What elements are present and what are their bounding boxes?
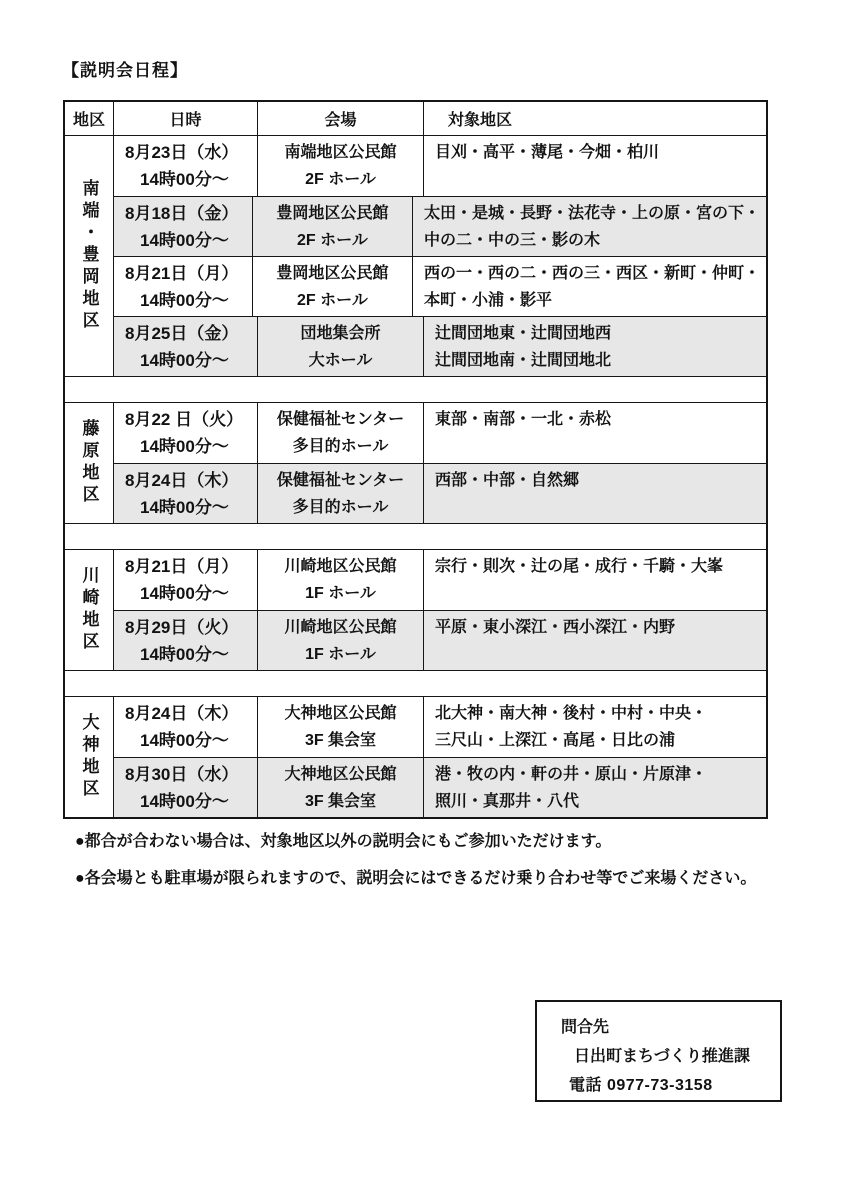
venue-cell <box>258 403 424 463</box>
venue-cell <box>258 611 424 670</box>
section-ogami <box>65 697 766 817</box>
date-text: 8月18日（金） <box>125 204 239 223</box>
footnotes <box>75 831 756 905</box>
target-line: 東部・南部・一北・赤松 <box>435 411 612 428</box>
datetime-cell <box>114 611 258 670</box>
venue-name: 豊岡地区公民館 <box>276 265 389 282</box>
date-text: 8月21日（月） <box>125 557 239 576</box>
time-text: 14時00分～ <box>140 231 229 250</box>
venue-room: 2F ホール <box>305 171 376 188</box>
target-line <box>435 166 760 193</box>
target-cell <box>413 197 766 256</box>
time-text: 14時00分～ <box>140 170 229 189</box>
district-cell <box>65 550 114 670</box>
target-line: 平原・東小深江・西小深江・内野 <box>435 619 676 636</box>
section-kawasaki <box>65 550 766 670</box>
target-cell <box>424 403 766 463</box>
section-fujiwara <box>65 403 766 523</box>
contact-label: 問合先 <box>561 1019 610 1036</box>
target-line: 本町・小浦・影平 <box>423 292 552 309</box>
date-text: 8月23日（水） <box>125 143 239 162</box>
venue-cell <box>258 464 424 523</box>
datetime-cell <box>114 464 258 523</box>
venue-name: 川崎地区公民館 <box>284 619 397 636</box>
district-label: 川崎地区 <box>79 566 99 654</box>
target-line <box>435 580 760 607</box>
target-line <box>435 641 760 668</box>
venue-room: 2F ホール <box>297 232 368 249</box>
target-line: 中の二・中の三・影の木 <box>423 232 600 249</box>
table-row <box>114 610 766 670</box>
table-header-row <box>65 102 766 136</box>
datetime-cell <box>114 136 258 196</box>
target-line <box>435 494 760 521</box>
venue-name: 団地集会所 <box>300 325 381 342</box>
target-cell <box>424 697 766 757</box>
target-line: 宗行・則次・辻の尾・成行・千騎・大峯 <box>435 558 724 575</box>
datetime-cell <box>114 758 258 817</box>
section-spacer <box>65 670 766 697</box>
venue-cell <box>253 257 413 316</box>
time-text: 14時00分～ <box>140 498 229 517</box>
section-rows <box>114 550 766 670</box>
header-datetime: 日時 <box>114 102 258 135</box>
venue-room: 多目的ホール <box>292 438 389 455</box>
venue-room: 多目的ホール <box>292 499 389 516</box>
district-label: 南端・豊岡地区 <box>79 179 99 333</box>
table-row <box>114 316 766 376</box>
time-text: 14時00分～ <box>140 351 229 370</box>
datetime-cell <box>114 697 258 757</box>
target-line: 北大神・南大神・後村・中村・中央・ <box>435 705 708 722</box>
time-text: 14時00分～ <box>140 731 229 750</box>
target-line: 西部・中部・自然郷 <box>435 472 580 489</box>
target-line <box>435 433 760 460</box>
venue-name: 保健福祉センター <box>276 472 405 489</box>
venue-cell <box>258 136 424 196</box>
venue-name: 保健福祉センター <box>276 411 405 428</box>
datetime-cell <box>114 317 258 376</box>
venue-room: 1F ホール <box>305 585 376 602</box>
time-text: 14時00分～ <box>140 584 229 603</box>
venue-room: 3F 集会室 <box>304 793 377 810</box>
time-text: 14時00分～ <box>140 792 229 811</box>
date-text: 8月21日（月） <box>125 264 239 283</box>
district-label: 藤原地区 <box>79 419 99 507</box>
datetime-cell <box>114 550 258 610</box>
venue-name: 豊岡地区公民館 <box>276 205 389 222</box>
venue-name: 大神地区公民館 <box>284 766 397 783</box>
table-row <box>114 697 766 757</box>
target-line: 辻間団地南・辻間団地北 <box>435 352 612 369</box>
date-text: 8月24日（木） <box>125 471 239 490</box>
venue-name: 川崎地区公民館 <box>284 558 397 575</box>
table-row <box>114 463 766 523</box>
table-row <box>114 196 766 256</box>
venue-cell <box>258 550 424 610</box>
table-row <box>114 757 766 817</box>
venue-cell <box>253 197 413 256</box>
target-cell <box>424 550 766 610</box>
venue-name: 大神地区公民館 <box>284 705 397 722</box>
district-label: 大神地区 <box>79 713 99 801</box>
date-text: 8月24日（木） <box>125 704 239 723</box>
note: ●各会場とも駐車場が限られますので、説明会にはできるだけ乗り合わせ等でご来場ください。 <box>75 870 757 887</box>
target-cell <box>424 317 766 376</box>
target-cell <box>424 758 766 817</box>
district-cell <box>65 697 114 817</box>
target-cell <box>424 611 766 670</box>
datetime-cell <box>114 257 253 316</box>
target-cell <box>424 464 766 523</box>
time-text: 14時00分～ <box>140 437 229 456</box>
venue-cell <box>258 317 424 376</box>
header-venue: 会場 <box>258 102 424 135</box>
contact-phone: 電話 0977-73-3158 <box>569 1077 713 1094</box>
venue-name: 南端地区公民館 <box>284 144 397 161</box>
header-district: 地区 <box>65 102 114 135</box>
date-text: 8月25日（金） <box>125 324 239 343</box>
datetime-cell <box>114 197 253 256</box>
section-nantan-toyooka <box>65 136 766 376</box>
table-row <box>114 550 766 610</box>
datetime-cell <box>114 403 258 463</box>
section-rows <box>114 697 766 817</box>
target-line: 港・牧の内・軒の井・原山・片原津・ <box>435 766 708 783</box>
date-text: 8月22 日（火） <box>125 410 244 429</box>
target-line: 太田・是城・長野・法花寺・上の原・宮の下・ <box>423 205 760 222</box>
target-line: 辻間団地東・辻間団地西 <box>435 325 612 342</box>
page-title: 【説明会日程】 <box>62 61 188 80</box>
table-row <box>114 403 766 463</box>
date-text: 8月30日（水） <box>125 765 239 784</box>
target-line: 照川・真那井・八代 <box>435 793 580 810</box>
section-rows <box>114 403 766 523</box>
venue-room: 大ホール <box>308 352 373 369</box>
target-line: 目刈・高平・薄尾・今畑・柏川 <box>435 144 660 161</box>
venue-cell <box>258 758 424 817</box>
venue-room: 3F 集会室 <box>304 732 377 749</box>
section-spacer <box>65 376 766 403</box>
time-text: 14時00分～ <box>140 645 229 664</box>
date-text: 8月29日（火） <box>125 618 239 637</box>
target-cell <box>424 136 766 196</box>
table-row <box>114 136 766 196</box>
section-rows <box>114 136 766 376</box>
note: ●都合が合わない場合は、対象地区以外の説明会にもご参加いただけます。 <box>75 833 612 850</box>
venue-room: 2F ホール <box>297 292 368 309</box>
district-cell <box>65 136 114 376</box>
target-line: 三尺山・上深江・高尾・日比の浦 <box>435 732 676 749</box>
venue-room: 1F ホール <box>305 646 376 663</box>
header-target: 対象地区 <box>448 112 513 129</box>
district-cell <box>65 403 114 523</box>
venue-cell <box>258 697 424 757</box>
schedule-table <box>63 100 768 819</box>
table-row <box>114 256 766 316</box>
time-text: 14時00分～ <box>140 291 229 310</box>
contact-organization: 日出町まちづくり推進課 <box>574 1048 750 1065</box>
target-line: 西の一・西の二・西の三・西区・新町・仲町・ <box>423 265 760 282</box>
target-cell <box>413 257 766 316</box>
section-spacer <box>65 523 766 550</box>
contact-box <box>535 1000 782 1102</box>
